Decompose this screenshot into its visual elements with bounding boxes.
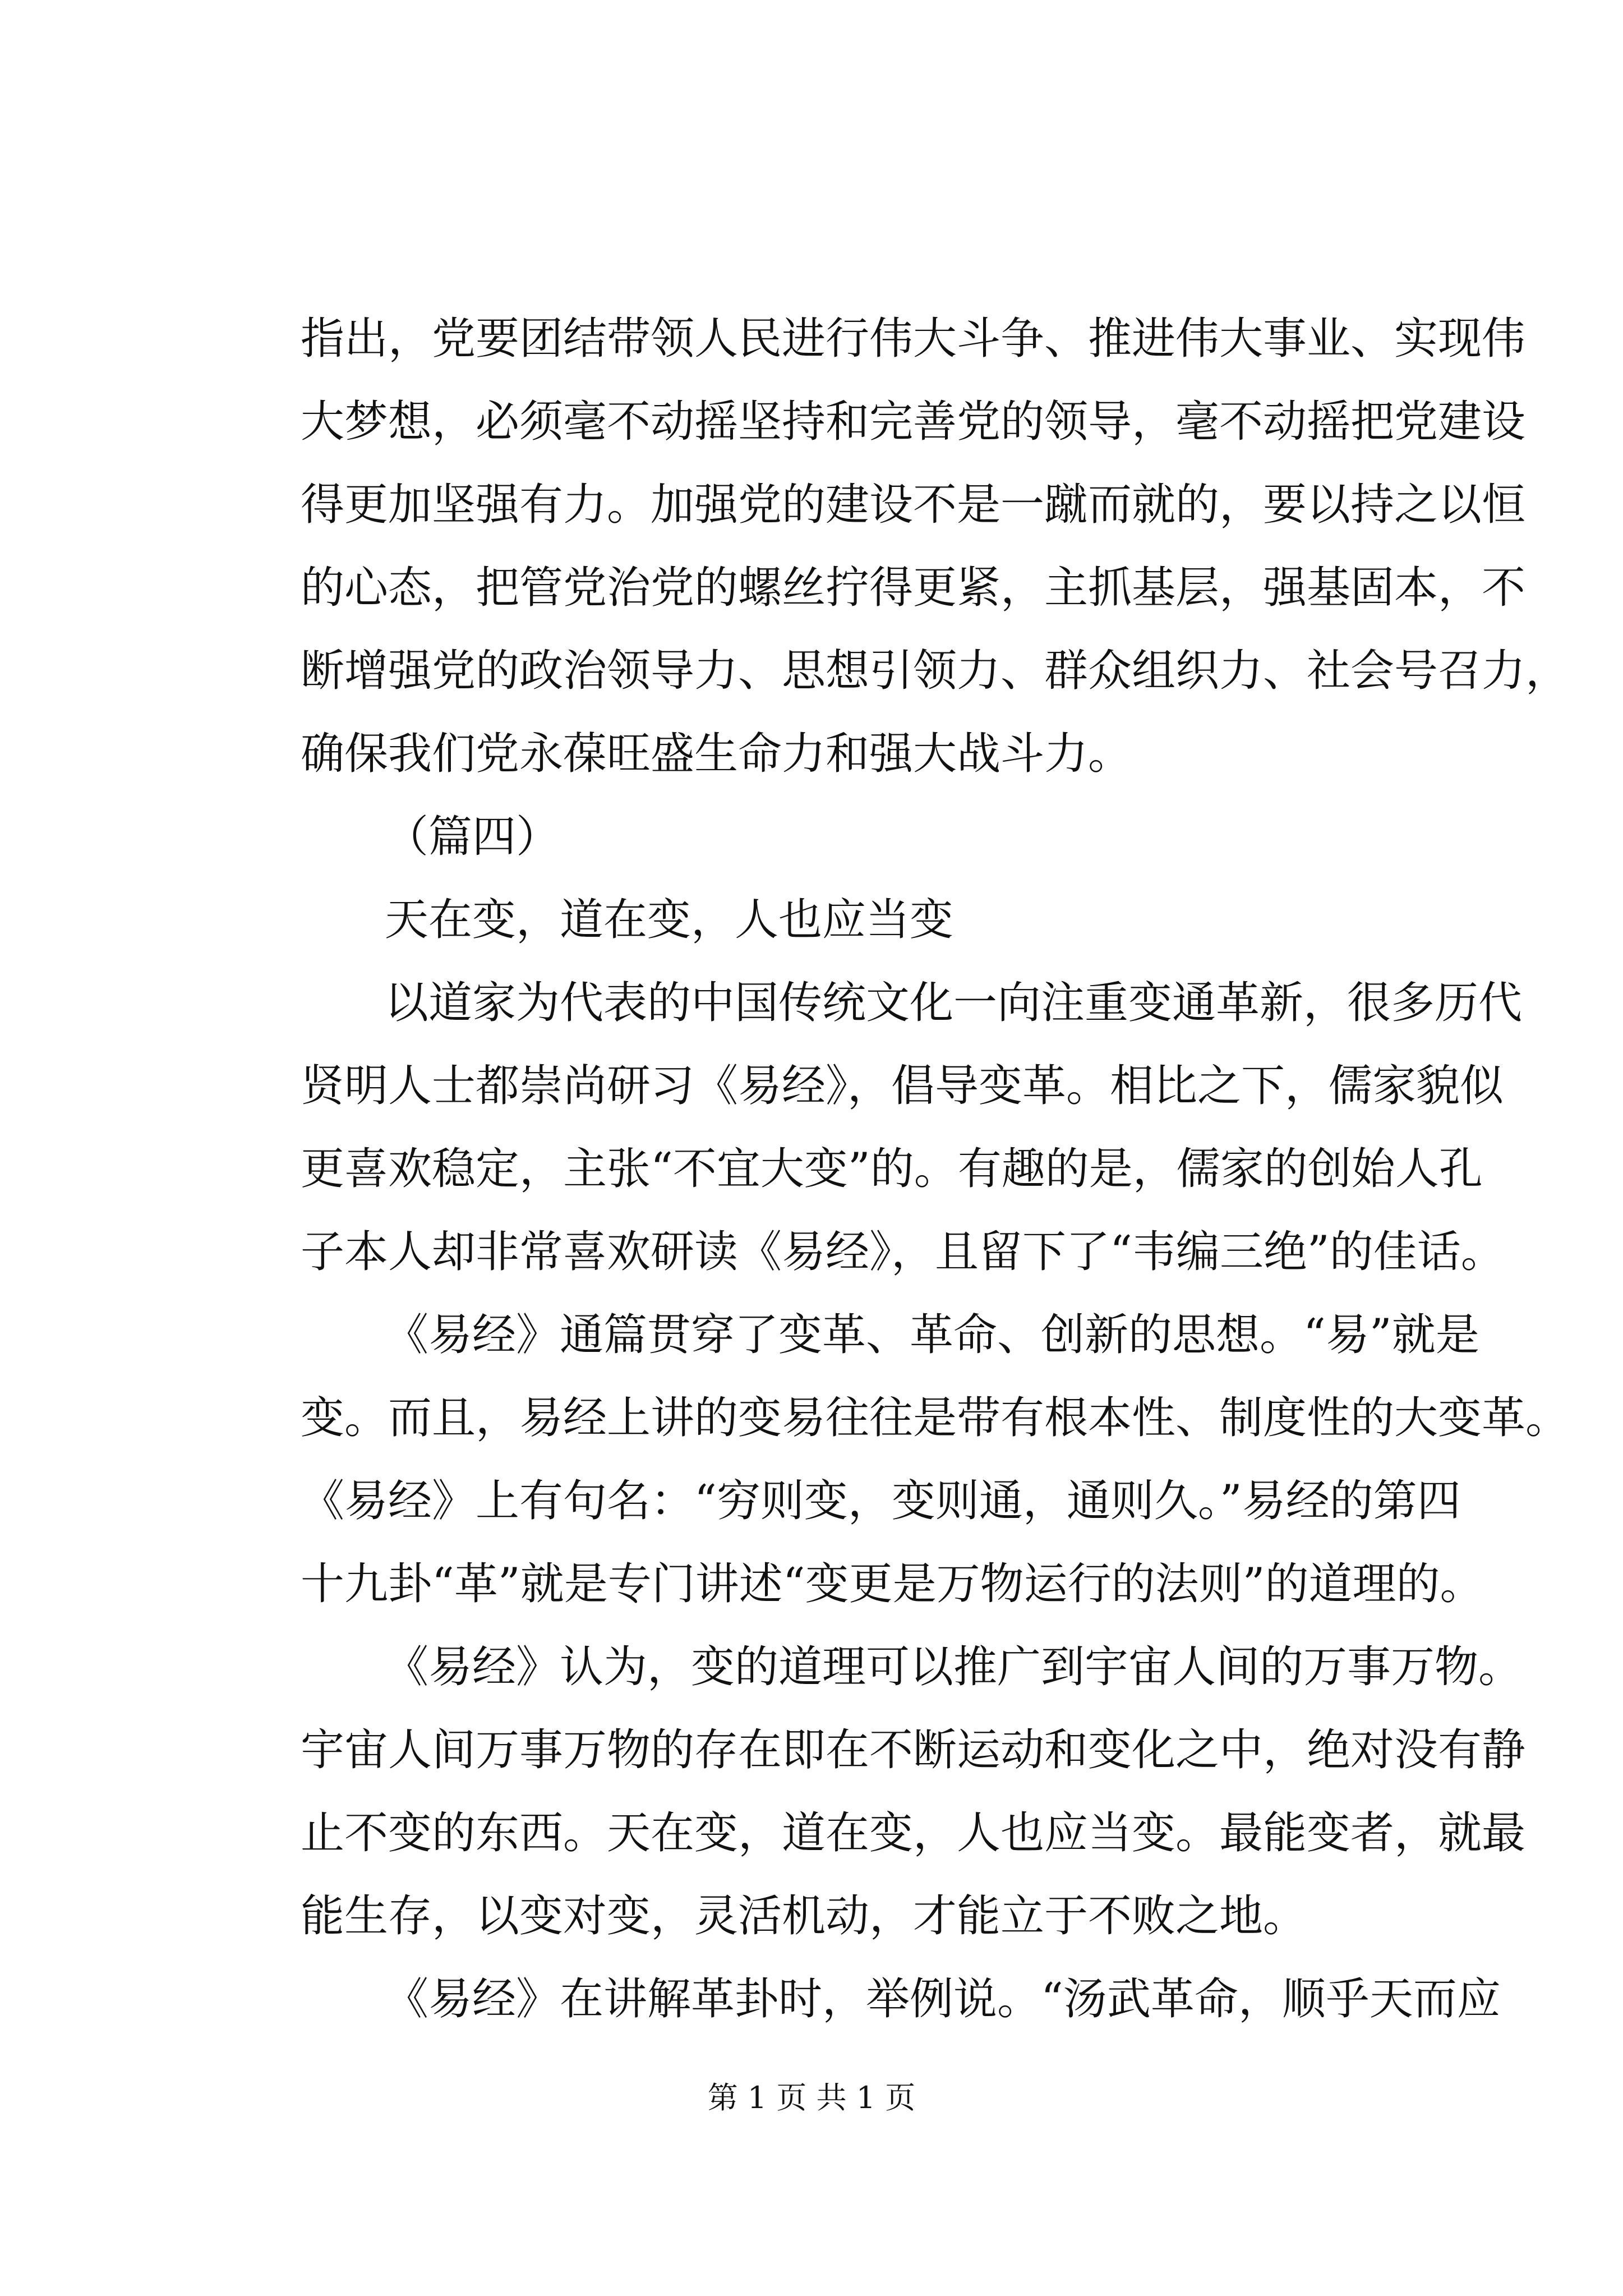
section-label: （篇四）	[385, 812, 560, 862]
text-line: 《易经》在讲解革卦时，举例说。“汤武革命，顺乎天而应	[385, 1974, 1501, 2024]
text-line: 指出，党要团结带领人民进行伟大斗争、推进伟大事业、实现伟	[301, 314, 1526, 364]
text-line: 《易经》上有句名：“穷则变，变则通，通则久。”易经的第四	[301, 1476, 1461, 1526]
text-line: 大梦想，必须毫不动摇坚持和完善党的领导，毫不动摇把党建设	[301, 397, 1526, 447]
text-line: 宇宙人间万事万物的存在即在不断运动和变化之中，绝对没有静	[301, 1725, 1526, 1775]
text-line: 断增强党的政治领导力、思想引领力、群众组织力、社会号召力，	[301, 646, 1570, 696]
text-line: 止不变的东西。天在变，道在变，人也应当变。最能变者，就最	[301, 1808, 1526, 1858]
text-line: 以道家为代表的中国传统文化一向注重变通革新，很多历代	[385, 978, 1523, 1028]
text-line: 变。而且，易经上讲的变易往往是带有根本性、制度性的大变革。	[301, 1393, 1570, 1443]
text-line: 子本人却非常喜欢研读《易经》，且留下了“韦编三绝”的佳话。	[301, 1227, 1505, 1277]
text-line: 确保我们党永葆旺盛生命力和强大战斗力。	[301, 729, 1132, 779]
text-line: 贤明人士都崇尚研习《易经》，倡导变革。相比之下，儒家貌似	[301, 1061, 1504, 1111]
section-title: 天在变，道在变，人也应当变	[385, 895, 954, 945]
page-footer: 第 1 页 共 1 页	[707, 2080, 916, 2115]
text-line: 能生存，以变对变，灵活机动，才能立于不败之地。	[301, 1891, 1307, 1941]
text-line: 《易经》认为，变的道理可以推广到宇宙人间的万事万物。	[385, 1642, 1523, 1692]
text-line: 得更加坚强有力。加强党的建设不是一蹴而就的，要以持之以恒	[301, 480, 1526, 530]
text-line: 十九卦“革”就是专门讲述“变更是万物运行的法则”的道理的。	[301, 1559, 1484, 1609]
text-line: 的心态，把管党治党的螺丝拧得更紧，主抓基层，强基固本，不	[301, 563, 1526, 613]
text-line: 《易经》通篇贯穿了变革、革命、创新的思想。“易”就是	[385, 1310, 1479, 1360]
text-line: 更喜欢稳定，主张“不宜大变”的。有趣的是，儒家的创始人孔	[301, 1144, 1483, 1194]
